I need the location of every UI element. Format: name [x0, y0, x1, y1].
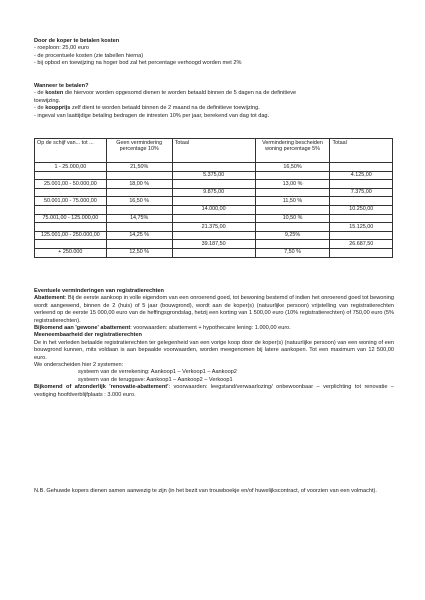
table-cell [255, 171, 330, 180]
table-cell: 9,25% [255, 231, 330, 240]
table-cell [106, 205, 172, 214]
table-row [35, 231, 393, 240]
abattement-text: : Bij de eerste aankoop in volle eigendom van een onroerend goed, tot bewoning bestemd of indien het onroerend goed tot bewoning wordt aangewend, binnen de 2 (huis) of 5 jaar (bouwgrond), wordt aan de koper(s) (natuurlijke persoon) vrijstelling van registratierechten verleend op de eerste 15 000,00 euro van de heffingsgrondslag, hetzij een korting van 1 500,00 euro (10% registratierechten) of 750,00 euro (5% registratierechten). [34, 295, 394, 324]
systemen-intro: We onderscheiden hier 2 systemen: [34, 362, 124, 369]
table-cell: 125.001,00 - 250.000,00 [35, 231, 107, 240]
renovatie-text: : voorwaarden: leegstand/verwaarlozing/ onbewoonbaar – verplichting tot renovatie – vestiging hoofdverblijfplaats : 3.000 euro. [34, 384, 394, 398]
table-cell: 14,75% [106, 214, 172, 223]
table-cell [330, 248, 393, 257]
table-cell [172, 180, 255, 189]
table-cell [35, 205, 107, 214]
text-fragment: - de [34, 90, 46, 97]
text-fragment: die hiervoor worden opgesomd dienen te worden betaald binnen de 5 dagen na de definitieve [63, 90, 297, 97]
table-cell: 11,50 % [255, 197, 330, 206]
table-cell [255, 240, 330, 249]
table-cell [106, 240, 172, 249]
table-cell: 10,50 % [255, 214, 330, 223]
table-cell: 39.187,50 [172, 240, 255, 249]
table-cell [330, 231, 393, 240]
table-cell [35, 223, 107, 232]
table-row [35, 163, 393, 172]
table-cell [106, 188, 172, 197]
table-cell [330, 197, 393, 206]
table-cell [106, 171, 172, 180]
table-header-cell: Geen vermindering percentage 10% [106, 139, 172, 163]
table-cell [35, 240, 107, 249]
koper-kosten-heading: Door de koper te betalen kosten [34, 38, 120, 44]
table-cell: 21.375,00 [172, 223, 255, 232]
table-cell [172, 214, 255, 223]
renovatie-paragraph [34, 384, 394, 399]
table-cell: 12,50 % [106, 248, 172, 257]
table-cell: 10.250,00 [330, 205, 393, 214]
abattement-label: Abattement [34, 295, 65, 302]
meeneem-heading: Meeneembaarheid der registratierechten [34, 332, 142, 339]
table-cell [35, 188, 107, 197]
table-cell: 16,50 % [106, 197, 172, 206]
table-header-cell: Vermindering bescheiden woning percentage 5% [255, 139, 330, 163]
table-cell [172, 231, 255, 240]
table-cell [35, 171, 107, 180]
kosten-bold: kosten [45, 90, 64, 97]
table-row [35, 205, 393, 214]
table-cell: 75.001,00 - 125.000,00 [35, 214, 107, 223]
table-header-row [35, 139, 393, 163]
table-cell: 7.375,00 [330, 188, 393, 197]
table-cell: + 250.000 [35, 248, 107, 257]
table-row [35, 171, 393, 180]
table-cell [106, 223, 172, 232]
bijkomend-label: Bijkomend aan 'gewone' abattement [34, 325, 131, 332]
table-header-cell: Totaal [172, 139, 255, 163]
table-cell [330, 180, 393, 189]
table-cell: 5.375,00 [172, 171, 255, 180]
verminderingen-heading: Eventuele verminderingen van registratierechten [34, 288, 164, 294]
table-row [35, 180, 393, 189]
table-cell [255, 223, 330, 232]
koper-kosten-item: - bij opbod en toewijzing na hoger bod zal het percentage verhoogd worden met 2% [34, 60, 242, 67]
abattement-paragraph [34, 295, 394, 325]
koper-kosten-item: - de procentuele kosten (zie tabellen hierna) [34, 52, 144, 59]
bijkomend-paragraph [34, 325, 394, 332]
table-cell: 50.001,00 - 75.000,00 [35, 197, 107, 206]
text-fragment: zelf dient te worden betaald binnen de 2 maand na de definitieve toewijzing. [70, 105, 260, 112]
table-row [35, 197, 393, 206]
table-cell [172, 197, 255, 206]
wanneer-section [34, 83, 394, 120]
koopprijs-bold: koopprijs [45, 105, 71, 112]
bijkomend-text: : voorwaarden: abattement + hypothecaire lening: 1.000,00 euro. [130, 325, 291, 332]
table-cell: 26.687,50 [330, 240, 393, 249]
table-cell: 15.125,00 [330, 223, 393, 232]
table-cell [172, 163, 255, 172]
wanneer-line-1-cont: toewijzing. [34, 97, 61, 104]
table-row [35, 223, 393, 232]
table-cell: 4.125,00 [330, 171, 393, 180]
table-cell [255, 205, 330, 214]
table-cell: 1 - 25.000,00 [35, 163, 107, 172]
table-header-cell: Op de schijf van... tot ... [35, 139, 107, 163]
table-cell: 25.001,00 - 50.000,00 [35, 180, 107, 189]
rates-table [34, 138, 393, 258]
table-cell: 14.000,00 [172, 205, 255, 214]
table-cell [330, 163, 393, 172]
table-cell [255, 188, 330, 197]
table-cell: 14,25 % [106, 231, 172, 240]
table-cell: 21,50% [106, 163, 172, 172]
table-row [35, 188, 393, 197]
wanneer-line-2 [34, 105, 394, 112]
table-header-cell: Totaal [330, 139, 393, 163]
table-cell: 13,00 % [255, 180, 330, 189]
verminderingen-section [34, 288, 394, 399]
table-row [35, 248, 393, 257]
systeem-verrekening: systeem van de verrekening: Aankoop1 – Verkoop1 – Aankoop2 [78, 369, 237, 376]
table-row [35, 214, 393, 223]
table-cell: 7,50 % [255, 248, 330, 257]
wanneer-heading: Wanneer te betalen? [34, 83, 89, 89]
table-cell [330, 214, 393, 223]
koper-kosten-section [34, 38, 394, 68]
renovatie-label: Bijkomend of afzonderlijk 'renovatie-abattement' [34, 384, 169, 391]
nb-note: N.B. Gehuwde kopers dienen samen aanwezig te zijn (in het bezit van trouwboekje en/of huwelijkscontract, of voorzien van een volmacht). [34, 488, 377, 494]
koper-kosten-item: - roeploon: 25,00 euro [34, 45, 90, 52]
table-cell: 16,50% [255, 163, 330, 172]
systeem-teruggave: systeem van de teruggave: Aankoop1 – Aankoop2 – Verkoop1 [78, 376, 233, 383]
table-row [35, 240, 393, 249]
wanneer-line-1 [34, 90, 394, 97]
wanneer-line-3: - ingeval van laattijdige betaling bedragen de intresten 10% per jaar, berekend van dag tot dag. [34, 112, 270, 119]
meeneem-paragraph: De in het verleden betaalde registratierechten ter gelegenheid van een vorige koop door de koper(s) (natuurlijke persoon) van een woning of een bouwgrond kunnen, mits voldaan is aan bepaalde voorwaarden, worden meegenomen bij latere aankopen. Tot een maximum van 12 500,00 euro. [34, 339, 394, 361]
table-cell [172, 248, 255, 257]
table-cell: 18,00 % [106, 180, 172, 189]
table-cell: 9.875,00 [172, 188, 255, 197]
text-fragment: - de [34, 105, 46, 112]
